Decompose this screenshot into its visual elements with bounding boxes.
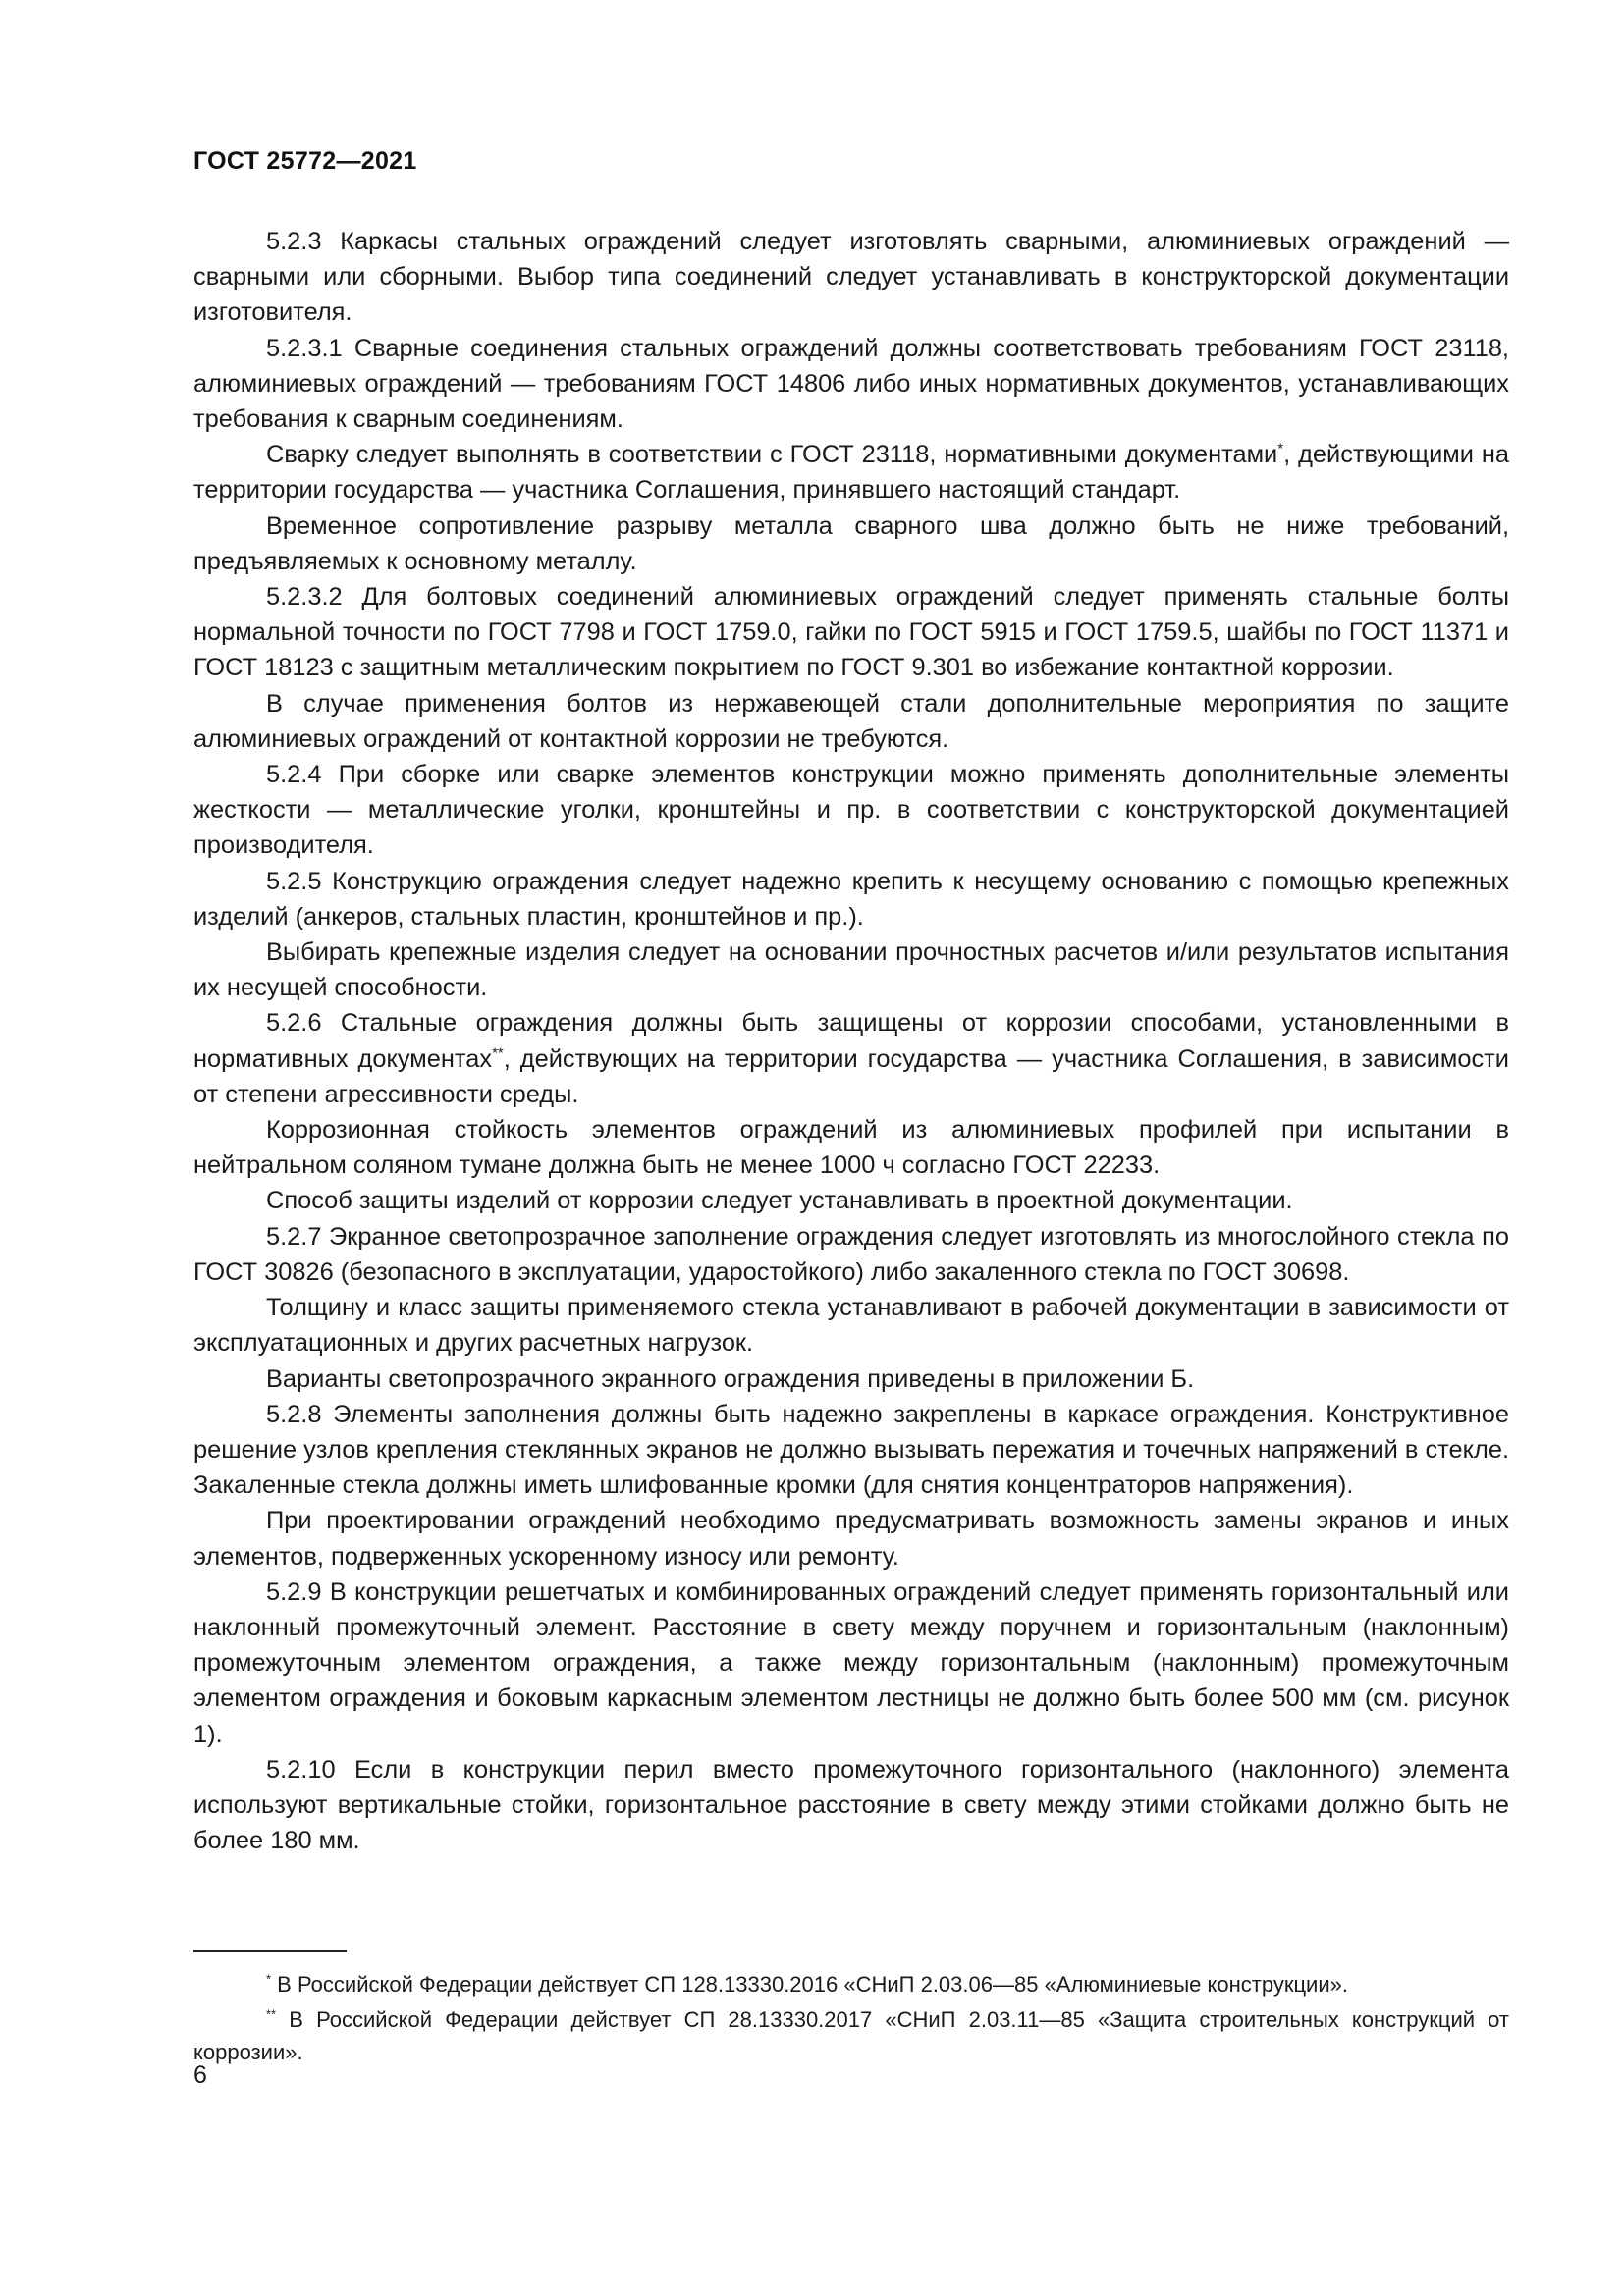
paragraph-5-2-4: 5.2.4 При сборке или сварке элементов конструкции можно применять дополнительные элементы жесткости — металлические уголки, кронштейны и пр. в соответствии с конструкторской документацией производителя. [193,761,1509,860]
footnote-2-text: В Российской Федерации действует СП 28.13330.2017 «СНиП 2.03.11—85 «Защита строительных конструкций от коррозии». [193,2007,1509,2064]
paragraph-replacement: При проектировании ограждений необходимо предусматривать возможность замены экранов и иных элементов, подверженных ускоренному износу или ремонту. [193,1507,1509,1571]
paragraph-5-2-3-1: 5.2.3.1 Сварные соединения стальных ограждений должны соответствовать требованиям ГОСТ 23118, алюминиевых ограждений — требованиям ГОСТ 14806 либо иных нормативных документов, устанавливающих требования к сварным соединениям. [193,334,1509,434]
paragraph-5-2-6-text-b: , действующих на территории государства — участника Соглашения, в зависимости от степени агрессивности среды. [193,1044,1509,1108]
footnote-ref-2[interactable]: ** [492,1044,504,1062]
footnote-1-mark: * [266,1971,272,1987]
paragraph-5-2-6-text-a: 5.2.6 Стальные ограждения должны быть защищены от коррозии способами, установленными в нормативных документах [193,1009,1509,1073]
footnote-1-text: В Российской Федерации действует СП 128.13330.2016 «СНиП 2.03.06—85 «Алюминиевые конструкции». [271,1972,1348,1997]
paragraph-glass-thickness: Толщину и класс защиты применяемого стекла устанавливают в рабочей документации в зависимости от эксплуатационных и других расчетных нагрузок. [193,1294,1509,1358]
paragraph-5-2-10: 5.2.10 Если в конструкции перил вместо промежуточного горизонтального (наклонного) элемента используют вертикальные стойки, горизонтальное расстояние в свету между этими стойками должно быть не более 180 мм. [193,1755,1509,1855]
paragraph-5-2-9: 5.2.9 В конструкции решетчатых и комбинированных ограждений следует применять горизонтальный или наклонный промежуточный элемент. Расстояние в свету между поручнем и горизонтальным (наклонным) промежуточным элементом ограждения, а также между горизонтальным (наклонным) промежуточным элементом ограждения и боковым каркасным элементом лестницы не должно быть более 500 мм (см. рисунок 1). [193,1577,1509,1748]
page-number: 6 [193,2061,207,2089]
paragraph-5-2-3: 5.2.3 Каркасы стальных ограждений следует изготовлять сварными, алюминиевых ограждений — сварными или сборными. Выбор типа соединений следует устанавливать в конструкторской документации изготовителя. [193,228,1509,327]
footnotes [193,1968,1509,2071]
document-header: ГОСТ 25772—2021 [193,147,417,175]
paragraph-5-2-5: 5.2.5 Конструкцию ограждения следует надежно крепить к несущему основанию с помощью крепежных изделий (анкеров, стальных пластин, кронштейнов и пр.). [193,867,1509,931]
paragraph-corrosion-resistance: Коррозионная стойкость элементов ограждений из алюминиевых профилей при испытании в нейтральном соляном тумане должна быть не менее 1000 ч согласно ГОСТ 22233. [193,1116,1509,1180]
body-text [193,224,1509,1858]
footnote-separator [193,1950,347,1952]
footnote-2-mark: ** [266,2006,277,2022]
paragraph-5-2-3-2: 5.2.3.2 Для болтовых соединений алюминиевых ограждений следует применять стальные болты нормальной точности по ГОСТ 7798 и ГОСТ 1759.0, гайки по ГОСТ 5915 и ГОСТ 1759.5, шайбы по ГОСТ 11371 и ГОСТ 18123 с защитным металлическим покрытием по ГОСТ 9.301 во избежание контактной коррозии. [193,583,1509,682]
paragraph-welding [193,437,1509,507]
paragraph-welding-text-b: , действующими на территории государства — участника Соглашения, принявшего настоящий стандарт. [193,441,1509,505]
paragraph-stainless-bolts: В случае применения болтов из нержавеющей стали дополнительные мероприятия по защите алюминиевых ограждений от контактной коррозии не требуются. [193,689,1509,753]
paragraph-welding-text-a: Сварку следует выполнять в соответствии с ГОСТ 23118, нормативными документами [266,441,1278,469]
paragraph-appendix-b: Варианты светопрозрачного экранного ограждения приведены в приложении Б. [266,1364,1195,1393]
footnote-2 [193,2003,1509,2068]
footnote-ref-1[interactable]: * [1277,440,1284,457]
paragraph-5-2-8: 5.2.8 Элементы заполнения должны быть надежно закреплены в каркасе ограждения. Конструктивное решение узлов крепления стеклянных экранов не должно вызывать пережатия и точечных напряжений в стекле. Закаленные стекла должны иметь шлифованные кромки (для снятия концентраторов напряжения). [193,1400,1510,1500]
paragraph-5-2-6 [193,1005,1509,1112]
paragraph-5-2-7: 5.2.7 Экранное светопрозрачное заполнение ограждения следует изготовлять из многослойного стекла по ГОСТ 30826 (безопасного в эксплуатации, ударостойкого) либо закаленного стекла по ГОСТ 30698. [193,1222,1509,1286]
paragraph-fasteners: Выбирать крепежные изделия следует на основании прочностных расчетов и/или результатов испытания их несущей способности. [193,938,1509,1002]
footnote-1 [193,1968,1509,2001]
paragraph-tensile-strength: Временное сопротивление разрыву металла сварного шва должно быть не ниже требований, предъявляемых к основному металлу. [193,511,1509,575]
paragraph-corrosion-protection: Способ защиты изделий от коррозии следует устанавливать в проектной документации. [266,1187,1293,1215]
